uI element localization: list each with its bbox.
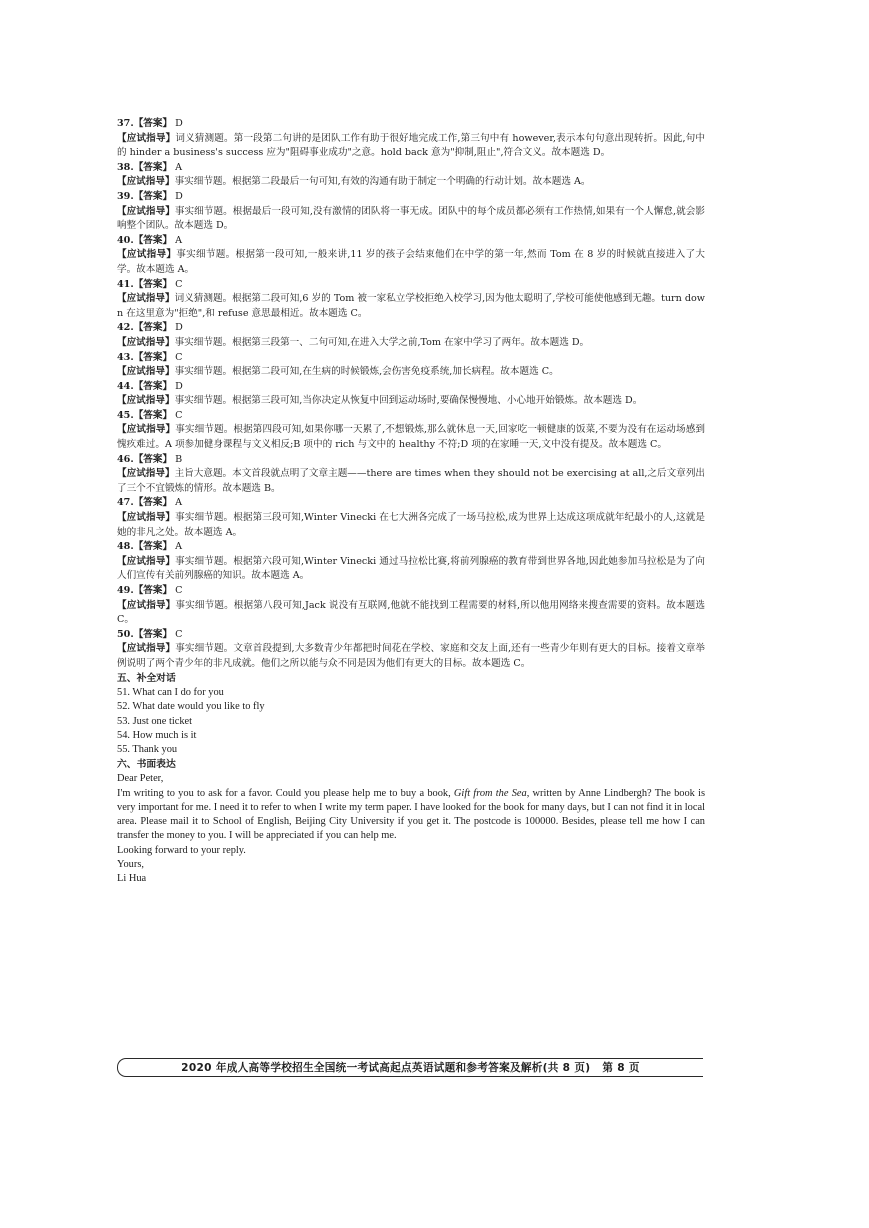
question-number: 37.	[117, 118, 134, 129]
guide-body: 主旨大意题。本文首段就点明了文章主题——there are times when they should not be exercising at all,之后文章列出了三个不宜锻炼的情形。故本题选 B。	[117, 468, 706, 494]
answer-tag: 【答案】	[133, 497, 173, 509]
answer-line	[117, 540, 705, 555]
guide-text	[117, 175, 705, 190]
answer-letter: C	[175, 628, 183, 640]
guide-tag: 【应试指导】	[117, 599, 176, 611]
answer-line	[117, 584, 705, 599]
answer-line	[117, 321, 705, 336]
question-number: 46.	[117, 453, 134, 465]
answer-entry	[117, 190, 705, 234]
footer-title: 2020 年成人高等学校招生全国统一考试高起点英语试题和参考答案及解析(共 8 页)	[181, 1062, 591, 1074]
guide-tag: 【应试指导】	[117, 643, 176, 655]
answer-line	[117, 234, 705, 249]
answer-entry	[117, 540, 705, 584]
answer-entry	[117, 234, 705, 278]
answer-letter: D	[175, 322, 183, 334]
dialogue-answer: 53. Just one ticket	[117, 715, 193, 727]
dialogue-answer: 55. Thank you	[117, 744, 178, 756]
answer-letter: D	[175, 118, 183, 129]
answer-tag: 【答案】	[133, 278, 173, 290]
guide-body: 事实细节题。根据第三段第一、二句可知,在进入大学之前,Tom 在家中学习了两年。故本题选 D。	[174, 336, 590, 348]
guide-text	[117, 336, 705, 351]
section-title-dialogue: 五、补全对话	[117, 672, 176, 684]
letter-book-title: Gift from the Sea	[453, 787, 527, 799]
section-title-writing: 六、书面表达	[117, 758, 176, 770]
footer-page-number: 第 8 页	[602, 1062, 640, 1074]
answer-line	[117, 453, 705, 468]
letter-closing-line: Looking forward to your reply.	[117, 844, 246, 856]
answer-entry	[117, 453, 705, 497]
dialogue-answer: 51. What can I do for you	[117, 687, 224, 699]
letter-signature: Li Hua	[117, 873, 147, 885]
question-number: 47.	[117, 497, 134, 509]
guide-tag: 【应试指导】	[117, 395, 175, 407]
guide-text	[117, 248, 705, 277]
answer-letter: C	[175, 409, 183, 421]
dialogue-answer-list	[117, 686, 705, 757]
guide-tag: 【应试指导】	[117, 176, 175, 188]
answer-letter: D	[175, 380, 183, 392]
page-footer	[117, 1058, 703, 1077]
answer-letter: D	[175, 190, 183, 202]
answer-entry	[117, 380, 705, 409]
answer-entry	[117, 351, 705, 380]
question-number: 43.	[117, 351, 134, 363]
answer-tag: 【答案】	[133, 322, 173, 334]
guide-tag: 【应试指导】	[117, 336, 175, 348]
answer-letter: C	[175, 278, 183, 290]
question-number: 50.	[117, 628, 134, 640]
answer-letter: A	[175, 541, 183, 553]
letter-body-part2: , written by Anne Lindbergh? The book is very important for me. I need it to refer to when I write my term paper. I have looked for the book for many days, but I can not find it in local area. Please mail it to School of English, Beijing City University if you get it. The postcode is 100000. Besides, please tell me how I can transfer the money to you. I will be appreciated if you can help me.	[117, 787, 706, 842]
answer-entry	[117, 409, 705, 453]
answer-entry	[117, 161, 705, 190]
guide-body: 事实细节题。根据第二段最后一句可知,有效的沟通有助于制定一个明确的行动计划。故本题选 A。	[174, 176, 591, 188]
letter-body	[117, 787, 705, 844]
answer-tag: 【答案】	[133, 190, 173, 202]
question-number: 49.	[117, 585, 134, 596]
guide-text	[117, 394, 705, 409]
question-number: 38.	[117, 161, 134, 173]
guide-body: 事实细节题。根据第一段可知,一般来讲,11 岁的孩子会结束他们在中学的第一年,然而 Tom 在 8 岁的时候就直接进入了大学。故本题选 A。	[117, 249, 706, 275]
answer-letter: A	[175, 161, 183, 173]
answer-entry	[117, 584, 705, 628]
dialogue-answer: 54. How much is it	[117, 730, 197, 742]
answer-line	[117, 161, 705, 176]
guide-text	[117, 365, 705, 380]
answer-content	[117, 117, 705, 887]
guide-body: 事实细节题。根据第四段可知,如果你哪一天累了,不想锻炼,那么就休息一天,回家吃一顿健康的饭菜,不要为没有在运动场感到愧疚难过。A 项参加健身课程与文义相反;B 项中的 rich 与文中的 healthy 不符;D 项的在家睡一天,文中没有提及。故本题选 C。	[117, 424, 705, 451]
guide-text	[117, 467, 705, 496]
answer-letter: C	[175, 351, 183, 363]
answer-line	[117, 496, 705, 511]
answer-line	[117, 117, 705, 132]
guide-body: 事实细节题。根据第二段可知,在生病的时候锻炼,会伤害免疫系统,加长病程。故本题选 C。	[174, 366, 559, 378]
guide-body: 事实细节题。根据最后一段可知,没有激情的团队将一事无成。团队中的每个成员都必须有工作热情,如果有一个人懈怠,就会影响整个团队。故本题选 D。	[117, 205, 705, 232]
guide-tag: 【应试指导】	[117, 468, 175, 480]
letter-salutation: Dear Peter,	[117, 773, 164, 785]
question-number: 45.	[117, 409, 134, 421]
guide-text	[117, 511, 705, 540]
question-number: 39.	[117, 190, 134, 202]
letter-body-part1: I'm writing to you to ask for a favor. Could you please help me to buy a book,	[117, 787, 454, 799]
guide-body: 事实细节题。根据第三段可知,当你决定从恢复中回到运动场时,要确保慢慢地、小心地开始锻炼。故本题选 D。	[174, 395, 643, 407]
guide-text	[117, 599, 705, 628]
answer-line	[117, 351, 705, 366]
dialogue-answer: 52. What date would you like to fly	[117, 701, 265, 713]
question-number: 48.	[117, 541, 134, 553]
answer-tag: 【答案】	[133, 380, 173, 392]
answer-line	[117, 409, 705, 424]
guide-text	[117, 555, 705, 584]
guide-text	[117, 205, 705, 234]
letter-closing: Yours,	[117, 859, 144, 871]
sample-letter	[117, 772, 705, 886]
answer-line	[117, 190, 705, 205]
answer-entry	[117, 117, 705, 161]
guide-text	[117, 132, 705, 161]
answer-letter: B	[175, 453, 183, 465]
answer-letter: A	[175, 234, 183, 246]
guide-tag: 【应试指导】	[117, 512, 176, 524]
guide-tag: 【应试指导】	[117, 366, 175, 378]
guide-body: 事实细节题。文章首段提到,大多数青少年都把时间花在学校、家庭和交友上面,还有一些青少年则有更大的目标。接着文章举例说明了两个青少年的非凡成就。他们之所以能与众不同是因为他们有更大的目标。故本题选 C。	[117, 643, 705, 669]
answer-entry	[117, 496, 705, 540]
guide-body: 词义猜测题。第一段第二句讲的是团队工作有助于很好地完成工作,第三句中有 however,表示本句句意出现转折。因此,句中的 hinder a business's success 应为"阻碍事业成功"之意。hold back 意为"抑制,阻止",符合文义。故本题选 D。	[117, 132, 706, 159]
guide-body: 事实细节题。根据第六段可知,Winter Vinecki 通过马拉松比赛,将前列腺癌的教育带到世界各地,因此她参加马拉松是为了向人们宣传有关前列腺癌的知识。故本题选 A。	[117, 555, 706, 582]
answer-list	[117, 117, 705, 672]
guide-tag: 【应试指导】	[117, 132, 176, 144]
answer-entry	[117, 628, 705, 672]
guide-body: 词义猜测题。根据第二段可知,6 岁的 Tom 被一家私立学校拒绝入校学习,因为他太聪明了,学校可能使他感到无趣。turn down 在这里意为"拒绝",和 refuse 意思最相近。故本题选 C。	[117, 293, 706, 319]
guide-tag: 【应试指导】	[117, 249, 177, 261]
guide-tag: 【应试指导】	[117, 555, 176, 567]
answer-line	[117, 628, 705, 643]
answer-letter: A	[175, 497, 183, 509]
guide-text	[117, 292, 705, 321]
answer-entry	[117, 321, 705, 350]
answer-line	[117, 278, 705, 293]
guide-body: 事实细节题。根据第三段可知,Winter Vinecki 在七大洲各完成了一场马拉松,成为世界上达成这项成就年纪最小的人,这就是她的非凡之处。故本题选 A。	[117, 512, 706, 538]
answer-letter: C	[175, 585, 183, 596]
answer-tag: 【答案】	[133, 118, 173, 129]
answer-entry	[117, 278, 705, 322]
guide-text	[117, 423, 705, 452]
answer-line	[117, 380, 705, 395]
guide-tag: 【应试指导】	[117, 424, 176, 436]
answer-tag: 【答案】	[133, 453, 173, 465]
guide-tag: 【应试指导】	[117, 293, 175, 305]
answer-tag: 【答案】	[133, 409, 173, 421]
question-number: 41.	[117, 278, 134, 290]
guide-body: 事实细节题。根据第八段可知,Jack 说没有互联网,他就不能找到工程需要的材料,所以他用网络来搜查需要的资料。故本题选 C。	[117, 599, 706, 626]
answer-tag: 【答案】	[133, 585, 173, 596]
answer-tag: 【答案】	[133, 161, 173, 173]
answer-tag: 【答案】	[133, 541, 173, 553]
question-number: 40.	[117, 234, 134, 246]
answer-tag: 【答案】	[133, 234, 173, 246]
answer-tag: 【答案】	[133, 628, 173, 640]
question-number: 44.	[117, 380, 134, 392]
answer-tag: 【答案】	[133, 351, 173, 363]
guide-text	[117, 642, 705, 671]
question-number: 42.	[117, 322, 134, 334]
guide-tag: 【应试指导】	[117, 205, 175, 217]
